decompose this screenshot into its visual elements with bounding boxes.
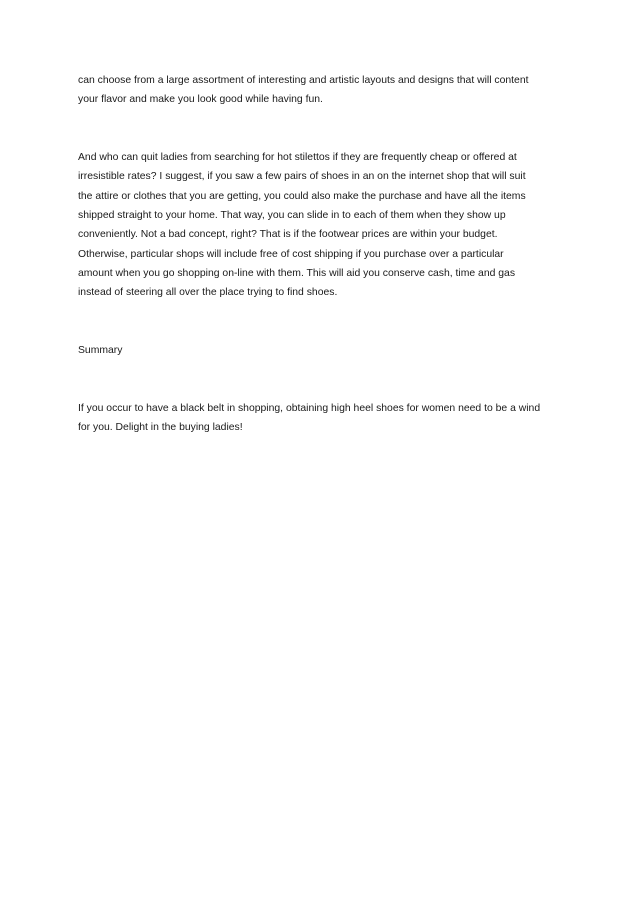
text-line: conveniently. Not a bad concept, right? That is if the footwear prices are within your budget. <box>78 229 498 241</box>
text-line: shipped straight to your home. That way, you can slide in to each of them when they show up <box>78 210 506 222</box>
paragraph-spacer <box>78 110 568 149</box>
text-line: instead of steering all over the place trying to find shoes. <box>78 287 338 299</box>
text-line: can choose from a large assortment of interesting and artistic layouts and designs that will content <box>78 75 529 86</box>
paragraph-intro <box>78 71 568 110</box>
section-heading-summary <box>78 341 568 360</box>
paragraph-spacer <box>78 303 568 342</box>
paragraph-stilettos <box>78 148 568 302</box>
text-line: your flavor and make you look good while having fun. <box>78 94 323 106</box>
text-line: the attire or clothes that you are getting, you could also make the purchase and have all the items <box>78 190 526 202</box>
text-line: Summary <box>78 345 123 357</box>
text-line: Otherwise, particular shops will include free of cost shipping if you purchase over a particular <box>78 248 504 260</box>
text-line: If you occur to have a black belt in shopping, obtaining high heel shoes for women need to be a wind <box>78 403 541 415</box>
text-line: irresistible rates? I suggest, if you saw a few pairs of shoes in an on the internet shop that will suit <box>78 171 526 183</box>
text-line: And who can quit ladies from searching for hot stilettos if they are frequently cheap or offered at <box>78 152 517 164</box>
text-line: amount when you go shopping on-line with them. This will aid you conserve cash, time and gas <box>78 267 516 279</box>
paragraph-spacer <box>78 360 568 399</box>
document-body <box>78 71 568 438</box>
text-line: for you. Delight in the buying ladies! <box>78 422 243 434</box>
paragraph-conclusion <box>78 399 568 438</box>
